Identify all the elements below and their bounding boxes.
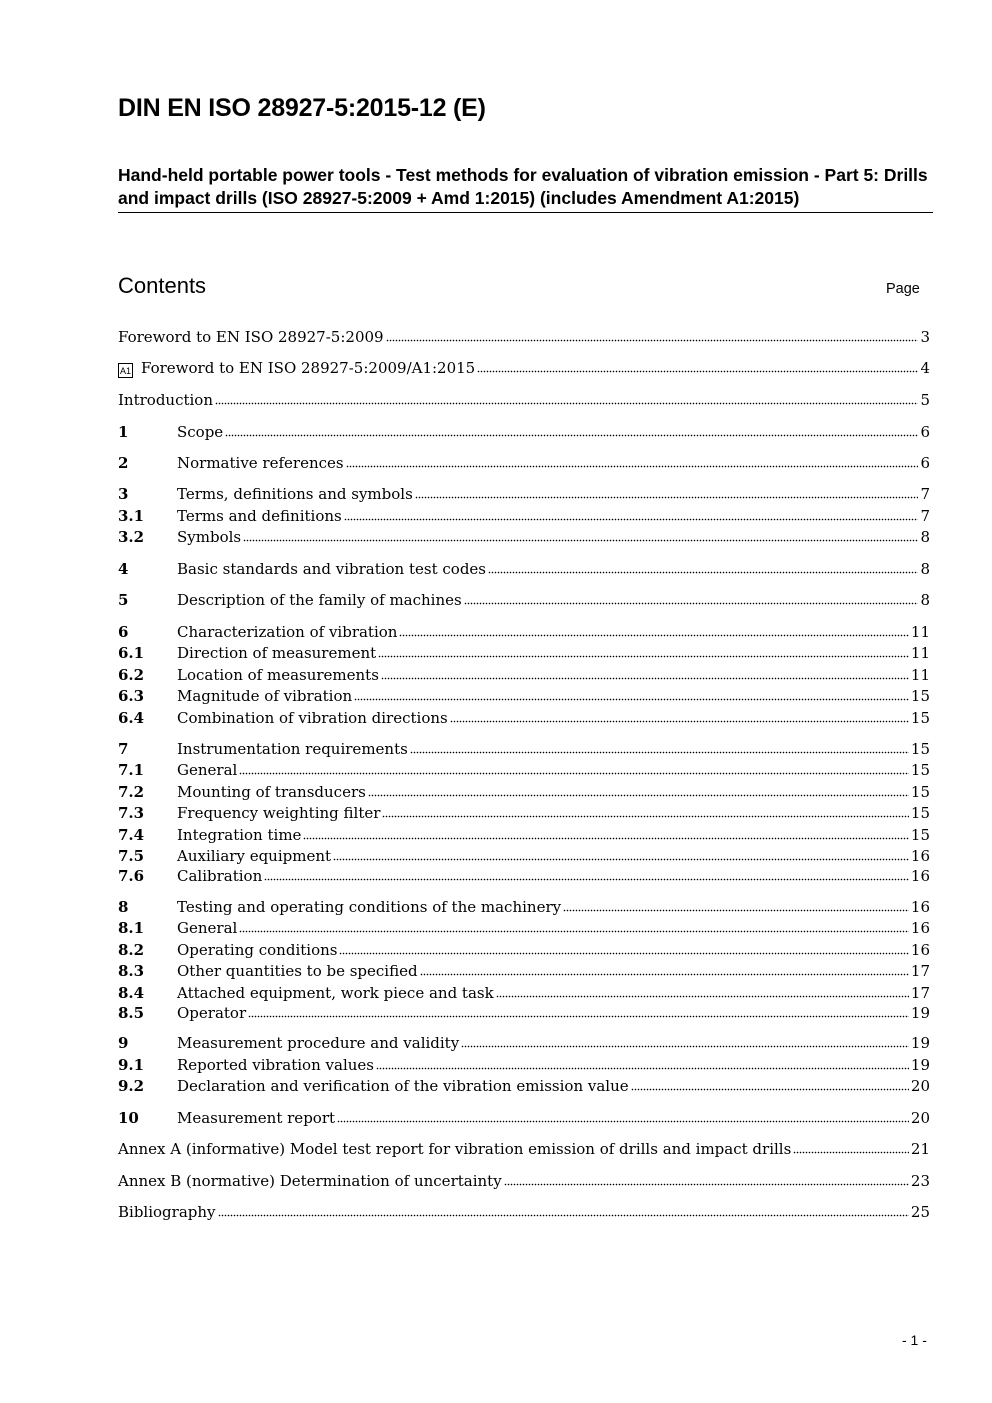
contents-heading: Contents [118,273,207,298]
toc-entry-number: 6 [118,623,129,641]
dot-leader [248,1015,909,1020]
dot-leader [386,339,919,344]
toc-entry-title: Other quantities to be specified [177,962,418,980]
toc-entry-page: 15 [910,761,930,779]
toc-entry-page: 8 [920,560,930,578]
toc-entry-page: 16 [910,898,930,916]
toc-entry-title: Bibliography [118,1203,216,1221]
toc-entry-title: Terms and definitions [177,507,342,525]
toc-entry[interactable] [118,866,930,886]
toc-entry-page: 17 [910,984,930,1002]
dot-leader [563,909,909,914]
toc-entry-page: 7 [920,507,930,525]
toc-entry-title: Annex B (normative) Determination of uncertainty [118,1172,502,1190]
toc-entry-title: Combination of vibration directions [177,709,448,727]
toc-entry-number: 8.3 [118,962,145,980]
dot-leader [477,370,918,375]
toc-entry-number: 2 [118,454,129,472]
toc-entry[interactable] [118,1108,930,1128]
toc-entry-page: 11 [910,644,930,662]
toc-entry-page: 15 [910,740,930,758]
amendment-a1-icon: A1 [118,363,133,378]
toc-entry-title: Direction of measurement [177,644,377,662]
toc-entry-number: 8.2 [118,941,145,959]
toc-entry[interactable] [118,1055,930,1075]
dot-leader [631,1088,909,1093]
toc-entry-title: Operator [177,1004,247,1022]
toc-entry-page: 7 [920,485,930,503]
toc-entry-title: Magnitude of vibration [177,687,353,705]
toc-entry-page: 15 [910,826,930,844]
toc-entry[interactable] [118,961,930,981]
toc-entry-title: Frequency weighting filter [177,804,381,822]
toc-entry-title: Characterization of vibration [177,623,398,641]
toc-entry-page: 11 [910,666,930,684]
toc-entry-page: 16 [910,919,930,937]
toc-entry-page: 3 [920,328,930,346]
dot-leader [243,539,918,544]
toc-entry-title: Location of measurements [177,666,379,684]
toc-entry-number: 9 [118,1034,129,1052]
toc-entry-title: General [177,919,238,937]
toc-entry-number: 5 [118,591,129,609]
toc-entry-number: 7.4 [118,826,145,844]
toc-entry[interactable] [118,897,930,917]
dot-leader [264,878,909,883]
toc-entry-number: 9.2 [118,1077,145,1095]
toc-entry[interactable] [118,390,930,410]
dot-leader [337,1120,909,1125]
toc-entry-page: 19 [910,1004,930,1022]
dot-leader [225,434,918,439]
dot-leader [381,677,909,682]
toc-entry-title: Testing and operating conditions of the machinery [177,898,562,916]
toc-entry[interactable] [118,559,930,579]
toc-entry-title: Basic standards and vibration test codes [177,560,486,578]
toc-entry-number: 7.2 [118,783,145,801]
toc-entry[interactable] [118,846,930,866]
toc-entry[interactable] [118,590,930,610]
toc-entry-number: 3.1 [118,507,145,525]
toc-entry-number: 9.1 [118,1056,145,1074]
dot-leader [354,698,909,703]
toc-entry-title: Foreword to EN ISO 28927-5:2009/A1:2015 [141,359,476,377]
toc-entry-title: Integration time [177,826,302,844]
toc-entry-number: 7.3 [118,804,145,822]
toc-entry-number: 8.5 [118,1004,145,1022]
dot-leader [378,655,909,660]
dot-leader [399,634,908,639]
toc-entry[interactable] [118,1076,930,1096]
toc-entry-number: 1 [118,423,129,441]
toc-entry-number: 7.5 [118,847,145,865]
dot-leader [333,858,909,863]
toc-entry-title: Calibration [177,867,263,885]
toc-entry-number: 8 [118,898,129,916]
toc-entry[interactable] [118,665,930,685]
toc-entry-title: General [177,761,238,779]
toc-entry-page: 16 [910,941,930,959]
dot-leader [450,720,909,725]
dot-leader [415,496,919,501]
dot-leader [368,794,909,799]
toc-entry[interactable] [118,1139,930,1159]
toc-entry-title: Introduction [118,391,213,409]
toc-entry[interactable] [118,327,930,347]
dot-leader [461,1045,909,1050]
toc-entry-title: Symbols [177,528,242,546]
toc-entry-page: 6 [920,423,930,441]
toc-entry-page: 20 [910,1077,930,1095]
toc-entry-page: 4 [920,359,930,377]
toc-entry[interactable] [118,1202,930,1222]
toc-entry-page: 20 [910,1109,930,1127]
dot-leader [344,518,919,523]
dot-leader [239,930,909,935]
toc-entry-page: 16 [910,867,930,885]
toc-entry-page: 21 [910,1140,930,1158]
dot-leader [339,952,908,957]
toc-entry-number: 7.1 [118,761,145,779]
toc-entry-title: Scope [177,423,224,441]
toc-entry[interactable] [118,686,930,706]
toc-entry-number: 6.4 [118,709,145,727]
toc-entry-title: Description of the family of machines [177,591,462,609]
toc-entry-title: Measurement report [177,1109,336,1127]
toc-entry-page: 15 [910,783,930,801]
toc-entry[interactable] [118,484,930,504]
toc-entry-number: 6.2 [118,666,145,684]
toc-entry[interactable] [118,358,930,378]
toc-entry-number: 3.2 [118,528,145,546]
toc-entry[interactable] [118,782,930,802]
toc-entry-title: Annex A (informative) Model test report for vibration emission of drills and impact drills [118,1140,792,1158]
dot-leader [376,1067,909,1072]
toc-entry[interactable] [118,983,930,1003]
dot-leader [464,602,919,607]
toc-entry-title: Declaration and verification of the vibration emission value [177,1077,629,1095]
toc-entry-number: 7.6 [118,867,145,885]
toc-entry-page: 6 [920,454,930,472]
toc-entry-number: 4 [118,560,129,578]
toc-entry[interactable] [118,760,930,780]
toc-entry-page: 15 [910,687,930,705]
toc-entry-title: Terms, definitions and symbols [177,485,413,503]
toc-entry-title: Foreword to EN ISO 28927-5:2009 [118,328,384,346]
dot-leader [215,402,918,407]
toc-entry-title: Operating conditions [177,941,338,959]
toc-entry-page: 15 [910,804,930,822]
page-number: - 1 - [902,1332,927,1348]
dot-leader [239,772,909,777]
document-subtitle: Hand-held portable power tools - Test methods for evaluation of vibration emission - Part 5: Drills and impact drills (ISO 28927-5:2009 + Amd 1:2015) (includes Amendment A1:2015) [118,164,933,213]
toc-entry-page: 19 [910,1034,930,1052]
toc-entry-title: Reported vibration values [177,1056,374,1074]
toc-entry-page: 15 [910,709,930,727]
toc-entry-page: 8 [920,591,930,609]
toc-entry-page: 5 [920,391,930,409]
toc-entry[interactable] [118,708,930,728]
page-column-label: Page [886,281,920,297]
toc-entry-number: 6.3 [118,687,145,705]
toc-entry[interactable] [118,1033,930,1053]
dot-leader [496,995,909,1000]
toc-entry-page: 19 [910,1056,930,1074]
document-id: DIN EN ISO 28927-5:2015-12 (E) [118,94,486,122]
toc-entry[interactable] [118,918,930,938]
toc-entry-title: Auxiliary equipment [177,847,332,865]
toc-entry-title: Measurement procedure and validity [177,1034,460,1052]
dot-leader [504,1183,909,1188]
dot-leader [793,1151,909,1156]
toc-entry[interactable] [118,643,930,663]
toc-entry[interactable] [118,422,930,442]
toc-entry-number: 7 [118,740,129,758]
toc-entry[interactable] [118,622,930,642]
toc-entry-title: Attached equipment, work piece and task [177,984,494,1002]
toc-entry-page: 25 [910,1203,930,1221]
toc-entry[interactable] [118,1171,930,1191]
toc-entry-title: Normative references [177,454,344,472]
toc-entry-page: 23 [910,1172,930,1190]
toc-entry-title: Mounting of transducers [177,783,366,801]
toc-entry[interactable] [118,453,930,473]
dot-leader [488,571,918,576]
dot-leader [346,465,919,470]
dot-leader [303,837,908,842]
dot-leader [410,751,909,756]
dot-leader [420,973,909,978]
toc-entry-page: 16 [910,847,930,865]
toc-entry-number: 6.1 [118,644,145,662]
toc-entry-title: Instrumentation requirements [177,740,408,758]
toc-entry-number: 10 [118,1109,139,1127]
toc-entry-number: 3 [118,485,129,503]
toc-entry[interactable] [118,1003,930,1023]
toc-entry[interactable] [118,527,930,547]
toc-entry[interactable] [118,825,930,845]
toc-entry-page: 8 [920,528,930,546]
toc-entry[interactable] [118,739,930,759]
toc-entry[interactable] [118,940,930,960]
toc-entry-number: 8.4 [118,984,145,1002]
toc-entry-page: 17 [910,962,930,980]
toc-entry-number: 8.1 [118,919,145,937]
dot-leader [218,1214,909,1219]
toc-entry[interactable] [118,803,930,823]
toc-entry-page: 11 [910,623,930,641]
toc-entry[interactable] [118,506,930,526]
dot-leader [382,815,908,820]
